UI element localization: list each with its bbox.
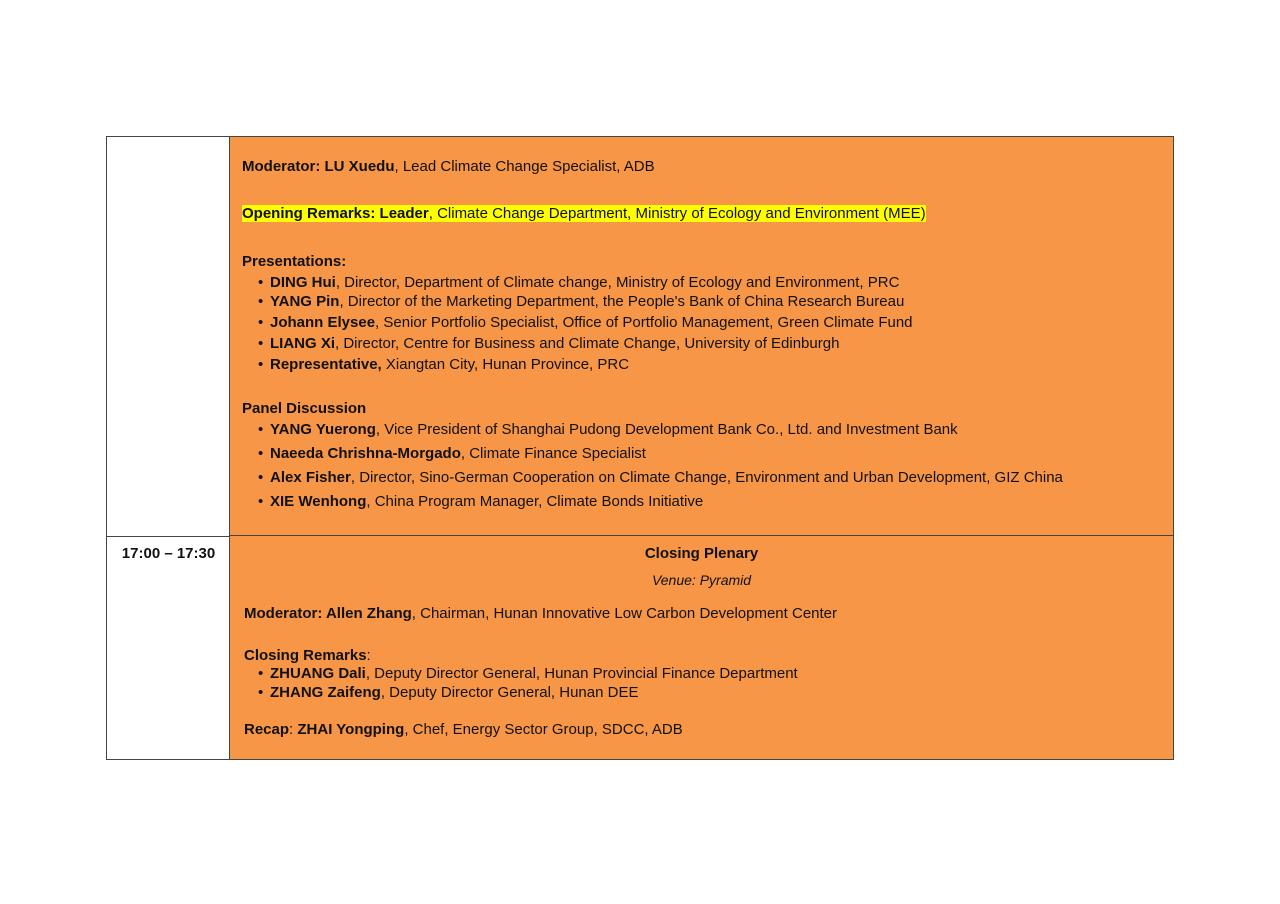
session-venue: Venue: Pyramid xyxy=(651,572,752,588)
session-time: 17:00 – 17:30 xyxy=(121,545,216,562)
list-item: • XIE Wenhong, China Program Manager, Climate Bonds Initiative xyxy=(270,493,703,510)
list-item: • YANG Yuerong, Vice President of Shanghai Pudong Development Bank Co., Ltd. and Investment Bank xyxy=(270,421,958,438)
agenda-table xyxy=(106,136,1174,760)
panel-title: Panel Discussion xyxy=(242,400,367,417)
opening-remarks-line: Opening Remarks: Leader, Climate Change Department, Ministry of Ecology and Environment (MEE) xyxy=(242,205,926,222)
recap-line: Recap: ZHAI Yongping, Chef, Energy Sector Group, SDCC, ADB xyxy=(244,721,683,738)
session-title: Closing Plenary xyxy=(644,545,759,562)
session-cell-panel xyxy=(230,137,1173,536)
row-divider xyxy=(107,536,230,537)
list-item: • Johann Elysee, Senior Portfolio Specialist, Office of Portfolio Management, Green Climate Fund xyxy=(270,314,913,331)
list-item: • ZHUANG Dali, Deputy Director General, Hunan Provincial Finance Department xyxy=(270,665,798,682)
moderator-line: Moderator: Allen Zhang, Chairman, Hunan Innovative Low Carbon Development Center xyxy=(244,605,838,622)
moderator-line: Moderator: LU Xuedu, Lead Climate Change Specialist, ADB xyxy=(242,158,655,175)
list-item: • Alex Fisher, Director, Sino-German Cooperation on Climate Change, Environment and Urban Development, GIZ China xyxy=(270,469,1063,486)
presentations-title: Presentations: xyxy=(242,253,347,270)
time-column xyxy=(107,137,230,759)
list-item: • Naeeda Chrishna-Morgado, Climate Finance Specialist xyxy=(270,445,646,462)
list-item: • LIANG Xi, Director, Centre for Business and Climate Change, University of Edinburgh xyxy=(270,335,839,352)
closing-remarks-title: Closing Remarks: xyxy=(244,647,371,664)
session-cell-closing xyxy=(230,536,1173,759)
list-item: • ZHANG Zaifeng, Deputy Director General, Hunan DEE xyxy=(270,684,638,701)
list-item: • DING Hui, Director, Department of Climate change, Ministry of Ecology and Environment, PRC xyxy=(270,274,899,291)
list-item: • YANG Pin, Director of the Marketing Department, the People's Bank of China Research Bureau xyxy=(270,293,904,310)
list-item: • Representative, Xiangtan City, Hunan Province, PRC xyxy=(270,356,629,373)
